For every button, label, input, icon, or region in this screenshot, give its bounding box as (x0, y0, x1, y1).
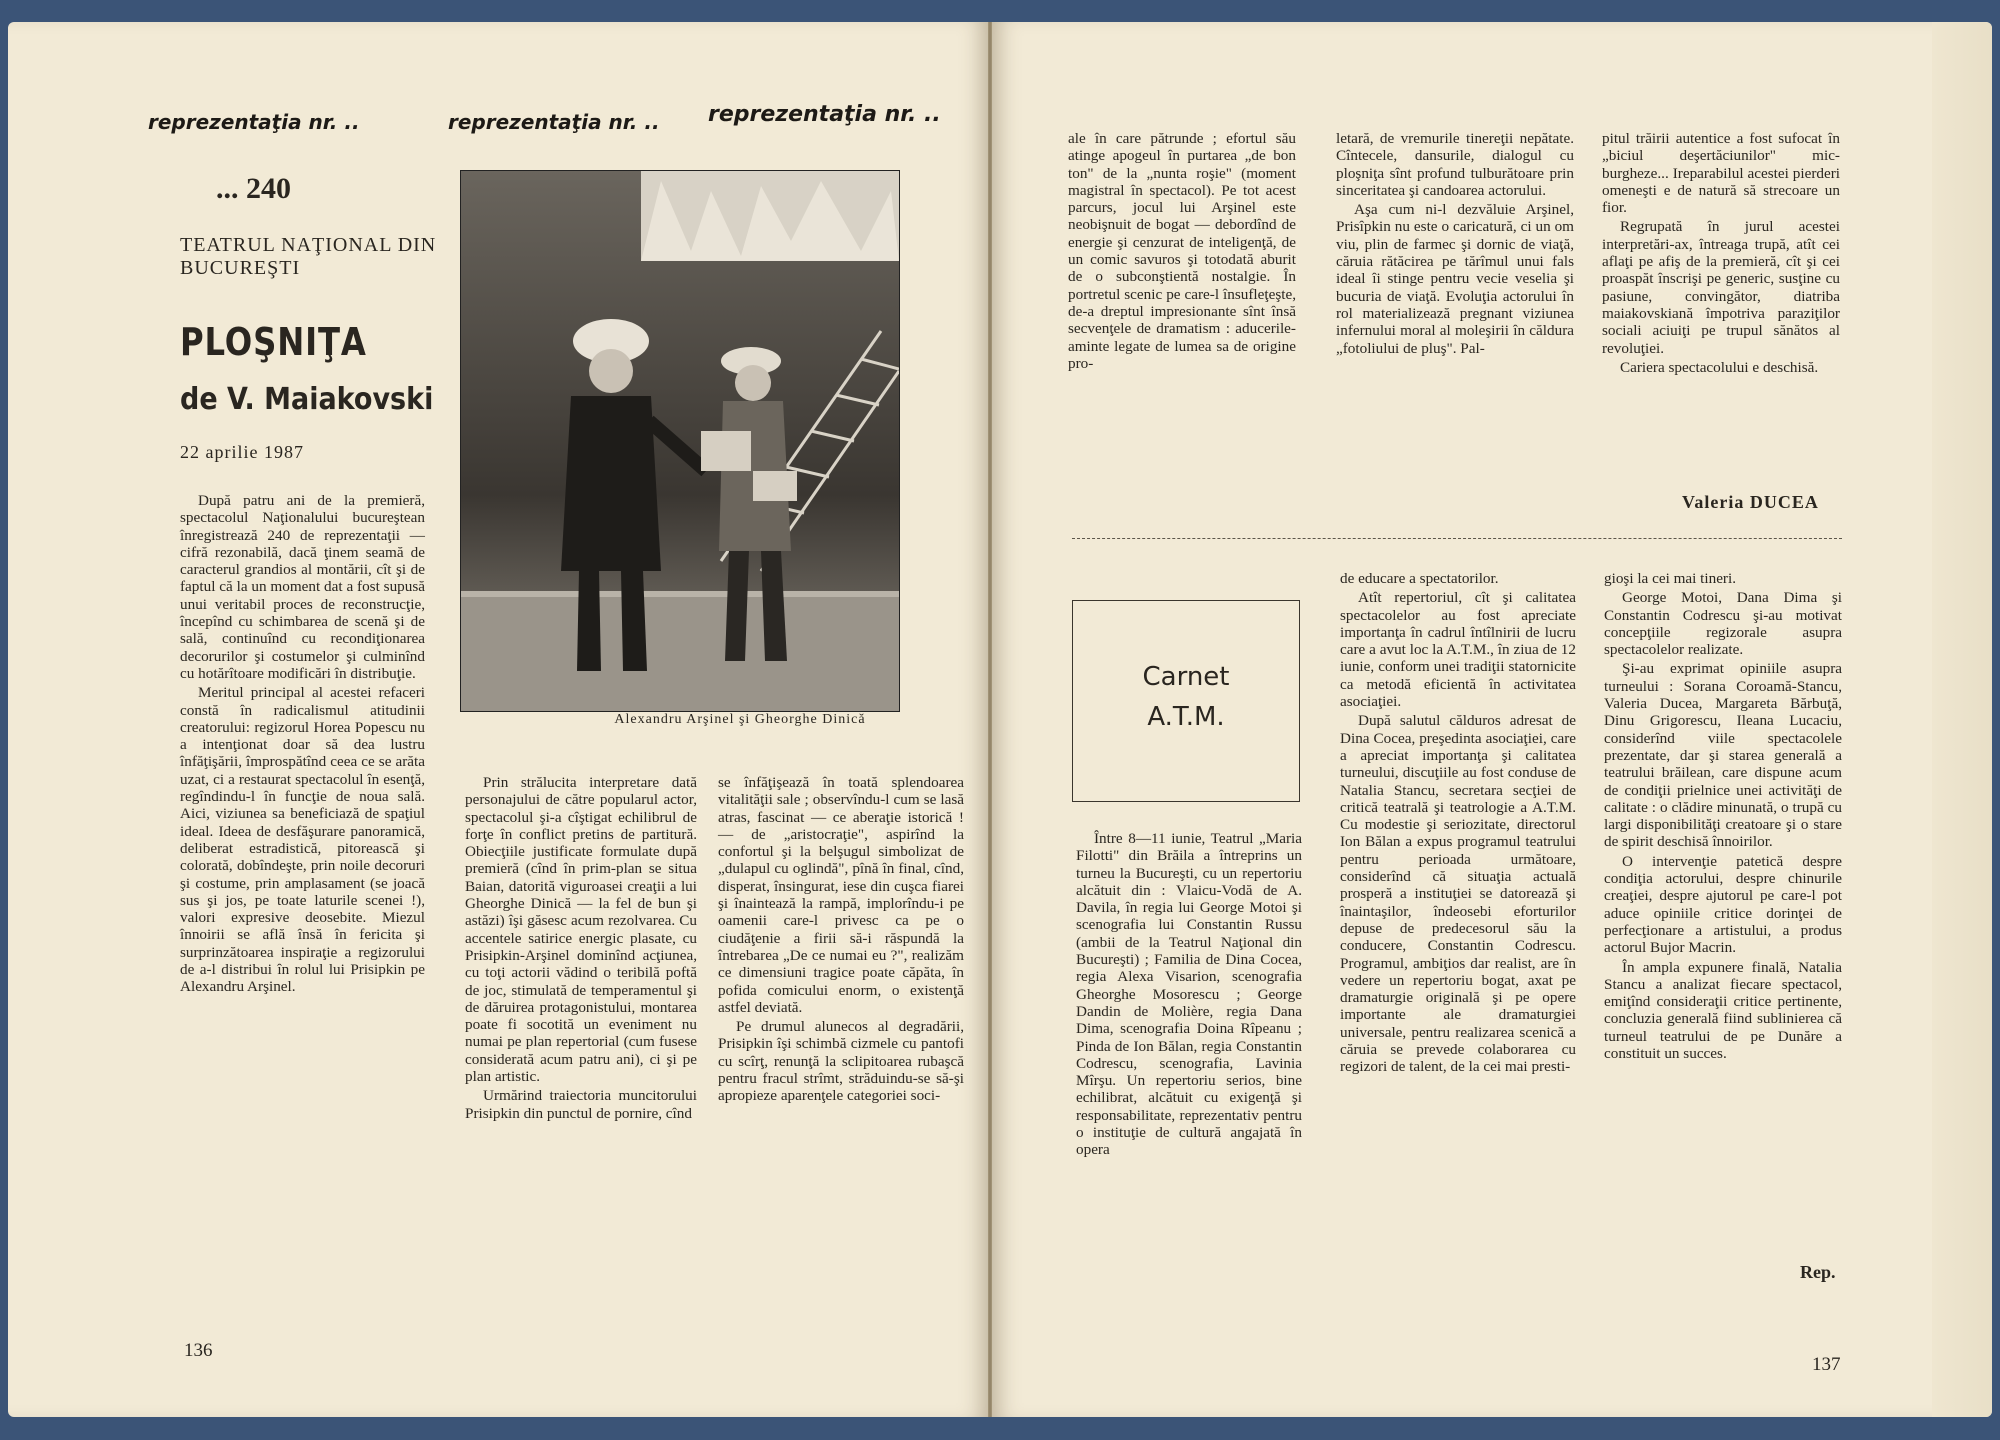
performance-date: 22 aprilie 1987 (180, 442, 304, 462)
article-column (718, 774, 964, 1107)
right-page (992, 22, 1992, 1417)
paragraph: se înfăţişează în toată splendoarea vitalităţii sale ; observîndu-l cum se lasă atras, fascinat — ce aberaţie istorică ! — de „aristocraţie", aspirînd la confortul şi la belşugul simbolizat de „dulapul cu oglindă", pînă în final, cînd, disperat, însingurat, iese din cuşca fiarei şi înaintează la rampă, implorîndu-i pe oamenii care-l privesc ca pe o ciudăţenie a firii să-i răspundă la întrebarea „De ce numai eu ?", realizăm ce dimensiuni tragice poate căpăta, în pofida comicului enorm, o existenţă astfel deviată. (718, 774, 964, 1016)
paragraph: Meritul principal al acestei refaceri constă în radicalismul atitudinii creatorului: regizorul Horea Popescu nu a intenţionat doar să dea lustru înfăţişării, împrospătînd ceea ce se arăta uzat, ci a restaurat spectacolul în esenţă, regîndindu-l în funcţie de noua sală. Aici, viziunea sa beneficiază de spaţiul ideal. Ideea de desfăşurare panoramică, deliberat estradistică, pitorească şi colorată, dobîndeşte, prin noile decoruri şi costume, prin amplasament (se joacă sus şi jos, pe toate laturile scenei !), valori expresive deosebite. Miezul înnoirii se află însă în fericita şi surprinzătoarea inspiraţie a regizorului de a-l distribui în rolul lui Prisipkin pe Alexandru Arşinel. (180, 684, 425, 996)
play-title: PLOŞNIŢA (180, 320, 367, 364)
article-column (1340, 570, 1576, 1078)
rubric-header: reprezentaţia nr. .. (148, 110, 360, 134)
rubric-header: reprezentaţia nr. .. (708, 102, 941, 127)
article-column (1068, 130, 1296, 374)
article-column (1604, 570, 1842, 1064)
rubric-header: reprezentaţia nr. .. (448, 110, 660, 134)
paragraph: Atît repertoriul, cît şi calitatea spectacolelor au fost apreciate importanţa în cadrul întîlnirii de lucru care a avut loc la A.T.M., în ziua de 12 iunie, conform unei tradiţii statornicite ca metodă eficientă în activitatea asociaţiei. (1340, 589, 1576, 711)
left-page (8, 22, 988, 1417)
paragraph: Între 8—11 iunie, Teatrul „Maria Filotti" din Brăila a întreprins un turneu la Bucureşti, cu un repertoriu alcătuit din : Vlaicu-Vodă de A. Davila, în regia lui George Motoi şi scenografia lui Constantin Russu (ambii de la Teatrul Naţional din Bucureşti) ; Familia de Dina Cocea, regia Alexa Visarion, scenografia Gheorghe Mosorescu ; George Dandin de Molière, regia Dana Dima, scenografia Doina Rîpeanu ; Pinda de Ion Bălan, regia Constantin Codrescu, scenografia, Lavinia Mîrşu. Un repertoriu serios, bine echilibrat, alcătuit cu exigenţă şi responsabilitate, reprezentativ pentru o instituţie de cultură angajată în opera (1076, 830, 1302, 1159)
play-author: de V. Maiakovski (180, 382, 434, 417)
paragraph: pitul trăirii autentice a fost sufocat în „biciul deşertăciunilor" mic-burgheze... Ireparabilul acestei pierderi omeneşti e de natură să strecoare un fior. (1602, 130, 1840, 217)
page-edge (1932, 22, 1992, 1417)
author-signature: Valeria DUCEA (1682, 492, 1819, 512)
paragraph: După salutul călduros adresat de Dina Cocea, preşedinta asociaţiei, care a apreciat importanţa şi calitatea turneului, discuţiile au fost conduse de Natalia Stancu, secretara secţiei de critică teatrală şi teatrologie a A.T.M. Cu modestie şi seriozitate, directorul Ion Bălan a expus programul teatrului pentru perioada următoare, considerînd că situaţia actuală prosperă a instituţiei se datorează şi înaintaşilor, îndeosebi eforturilor depuse de predecesorul său la conducere, Constantin Codrescu. Programul, ambiţios dar realist, are în vedere un repertoriu bogat, axat pe dramaturgie originală şi pe opere importante ale dramaturgiei universale, pentru realizarea scenică a căruia se prevede colaborarea cu regizori de talent, de la cei mai presti- (1340, 712, 1576, 1076)
paragraph: În ampla expunere finală, Natalia Stancu a analizat fiecare spectacol, emiţînd consideraţii critice pertinente, concluzia generală fiind sublinierea că turneul teatrului de pe Dunăre a constituit un succes. (1604, 958, 1842, 1063)
article-column (1076, 830, 1302, 1161)
article-column (1336, 130, 1574, 359)
carnet-box (1072, 600, 1300, 802)
author-signature: Rep. (1800, 1262, 1836, 1282)
paragraph: Şi-au exprimat opiniile asupra turneului : Sorana Coroamă-Stancu, Valeria Ducea, Margareta Bărbuţă, Dinu Grigorescu, Ileana Lucaciu, considerînd viile spectacolele prezentate, dar şi starea generală a teatrului brăilean, care dispune acum de condiţii prielnice unei activităţi de calitate : o clădire minunată, o trupă cu largi disponibilităţi creatoare şi o stare de spirit deschisă înnoirilor. (1604, 660, 1842, 851)
article-column (1602, 130, 1840, 378)
page-number: 137 (1812, 1354, 1841, 1375)
performance-number: ... 240 (216, 172, 291, 205)
paragraph: ale în care pătrunde ; efortul său atinge apogeul în purtarea „de bon ton" de la „nunta roşie" (moment magistral în spectacol). Pe tot acest parcurs, jocul lui Arşinel este neobişnuit de bogat — debordînd de energie şi cenzurat de inteligenţă, de un comic savuros şi totodată aburit de o subconştientă nostalgie. În portretul scenic pe care-l însufleţeşte, de-a dreptul impresionante sînt însă secvenţele de dramatism : aducerile-aminte legate de lumea sa de origine pro- (1068, 130, 1296, 372)
paragraph: Regrupată în jurul acestei interpretări-ax, întreaga trupă, atît cei aflaţi pe afiş de la premieră, cît şi cei proaspăt înscrişi pe generic, susţine cu pasiune, convingător, diatriba maiakovskiană împotriva paraziţilor sociali aciuiţi pe trupul sănătos al revoluţiei. (1602, 218, 1840, 357)
paragraph: gioşi la cei mai tineri. (1604, 570, 1737, 587)
page-number: 136 (184, 1340, 213, 1361)
paragraph: Cariera spectacolului e deschisă. (1620, 358, 1819, 376)
paragraph: de educare a spectatorilor. (1340, 570, 1499, 587)
box-title: Carnet (1142, 662, 1230, 692)
box-title: A.T.M. (1147, 702, 1225, 732)
theatre-name: TEATRUL NAŢIONAL DIN BUCUREŞTI (180, 234, 437, 279)
photo-caption: Alexandru Arşinel şi Gheorghe Dinică (614, 712, 866, 727)
stage-photo-image (461, 171, 899, 711)
stage-photo (460, 170, 900, 712)
paragraph: O intervenţie patetică despre condiţia actorului, despre chinurile creaţiei, despre ajutorul pe care-l pot aduce opiniile critice dorinţei de perfecţionare a artistului, a produs actorul Bujor Macrin. (1604, 852, 1842, 957)
paragraph: După patru ani de la premieră, spectacolul Naţionalului bucureştean înregistrează 240 de reprezentaţii — cifră rezonabilă, dacă ţinem seamă de caracterul grandios al montării, cît şi de faptul că la un moment dat a fost supusă unui veritabil proces de reconstrucţie, începînd cu schimbarea de scenă şi de sală, continuînd cu recondiţionarea decorurilor şi costumelor şi culminînd cu hotărîtoare modificări în distribuţie. (180, 492, 425, 682)
paragraph: Prin strălucita interpretare dată personajului de către popularul actor, spectacolul şi-a cîştigat echilibrul de forţe în conflict pretins de partitură. Obiecţiile justificate formulate după premieră (cînd în prim-plan se situa Baian, datorită viguroasei creaţii a lui Gheorghe Dinică — la fel de bun şi astăzi) îşi găsesc acum rezolvarea. Cu accentele satirice energic plasate, cu Prisipkin-Arşinel dominînd acţiunea, cu toţi actorii vădind o teribilă poftă de joc, stimulată de temperamentul şi de dăruirea protagonistului, montarea poate fi socotită un eveniment nu numai pe plan repertorial (cum fusese considerată acum patru ani), ci şi pe plan artistic. (465, 774, 697, 1086)
paragraph: letară, de vremurile tinereţii nepătate. Cîntecele, dansurile, dialogul cu ploşniţa sînt profund tulburătoare prin sinceritatea şi candoarea actorului. (1336, 130, 1574, 199)
article-column (180, 492, 425, 998)
paragraph: Urmărind traiectoria muncitorului Prisipkin din punctul de pornire, cînd (465, 1087, 697, 1122)
section-divider (1072, 538, 1842, 539)
article-column (465, 774, 697, 1124)
paragraph: Pe drumul alunecos al degradării, Prisipkin îşi schimbă cizmele cu pantofi cu scîrţ, renunţă la sclipitoarea rubaşcă pentru fracul strîmt, străduindu-se să-şi apropieze aparenţele categoriei soci- (718, 1018, 964, 1105)
paragraph: George Motoi, Dana Dima şi Constantin Codrescu şi-au motivat concepţiile regizorale asupra spectacolelor realizate. (1604, 589, 1842, 659)
paragraph: Aşa cum ni-l dezvăluie Arşinel, Prisîpkin nu este o caricatură, ci un om viu, plin de farmec şi dornic de viaţă, căruia rătăcirea pe tărîmul unui fals ideal îi stinge pentru vecie veselia şi bucuria de viaţă. Evoluţia actorului în rol materializează pregnant viziunea infernului moral al moleşirii în căldura „fotoliului de pluş". Pal- (1336, 201, 1574, 357)
